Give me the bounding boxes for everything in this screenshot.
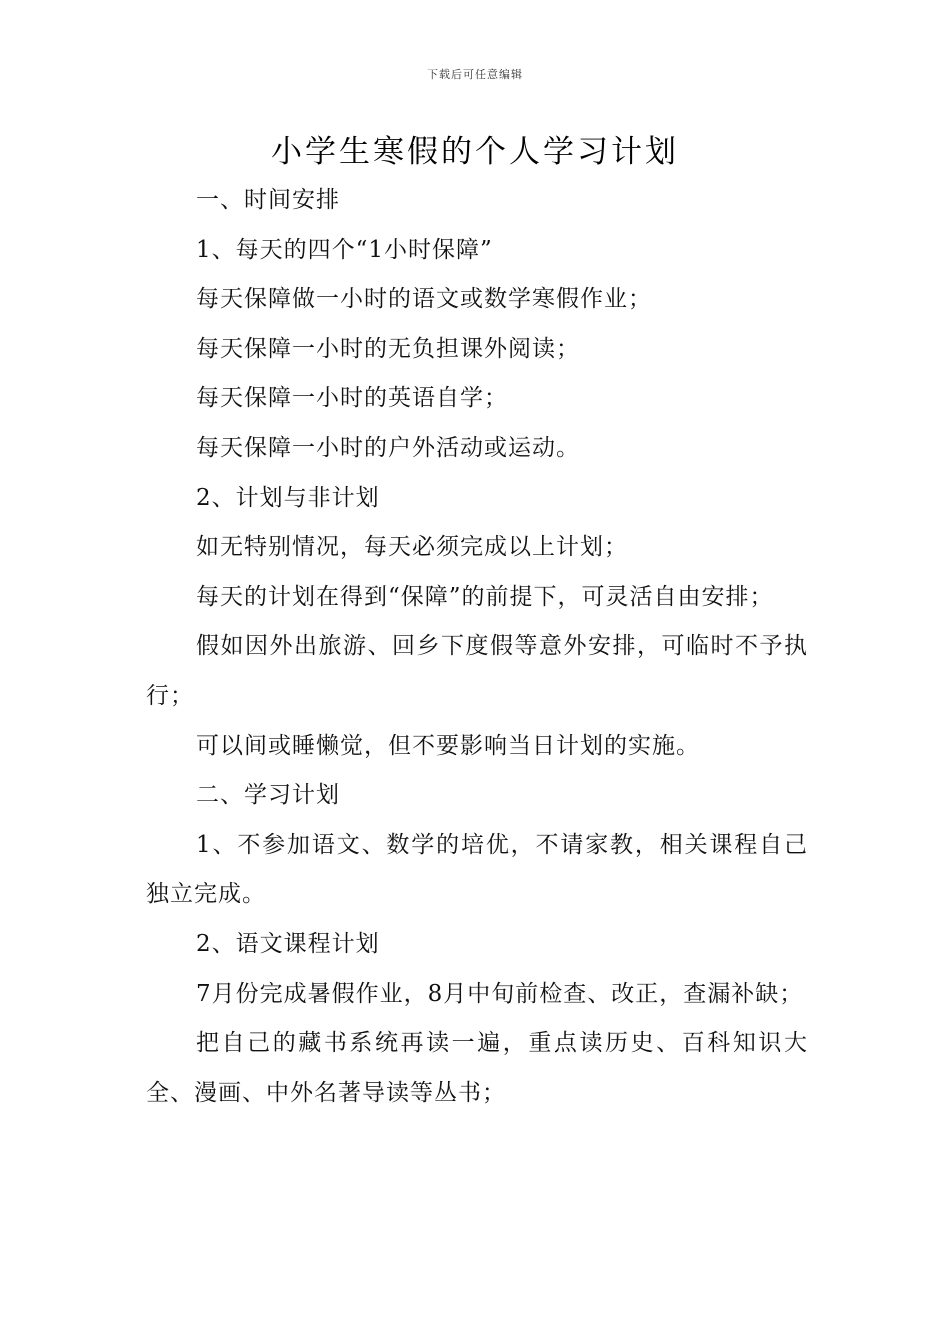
paragraph: 每天保障一小时的无负担课外阅读； [196, 335, 580, 362]
paragraph: 如无特别情况，每天必须完成以上计划； [196, 534, 628, 561]
paragraph: 每天保障一小时的户外活动或运动。 [196, 434, 580, 461]
header-note: 下载后可任意编辑 [427, 68, 523, 81]
paragraph: 假如因外出旅游、回乡下度假等意外安排，可临时不予执行； [146, 633, 808, 709]
subheading-chinese: 2、语文课程计划 [196, 930, 380, 957]
paragraph: 每天保障一小时的英语自学； [196, 385, 508, 412]
subheading-plan: 2、计划与非计划 [196, 484, 380, 511]
subheading-daily-guarantee: 1、每天的四个“1小时保障” [196, 236, 493, 263]
paragraph: 每天的计划在得到“保障”的前提下，可灵活自由安排； [196, 583, 774, 610]
paragraph: 每天保障做一小时的语文或数学寒假作业； [196, 286, 652, 313]
document-body [146, 176, 808, 1118]
document-title: 小学生寒假的个人学习计划 [271, 134, 679, 170]
section-heading-study: 二、学习计划 [196, 782, 340, 809]
paragraph: 7月份完成暑假作业，8月中旬前检查、改正，查漏补缺； [196, 980, 804, 1007]
paragraph: 可以间或睡懒觉，但不要影响当日计划的实施。 [196, 732, 700, 759]
paragraph: 把自己的藏书系统再读一遍，重点读历史、百科知识大全、漫画、中外名著导读等丛书； [146, 1030, 808, 1106]
section-heading-time: 一、时间安排 [196, 187, 340, 213]
paragraph: 1、不参加语文、数学的培优，不请家教，相关课程自己独立完成。 [146, 831, 808, 908]
